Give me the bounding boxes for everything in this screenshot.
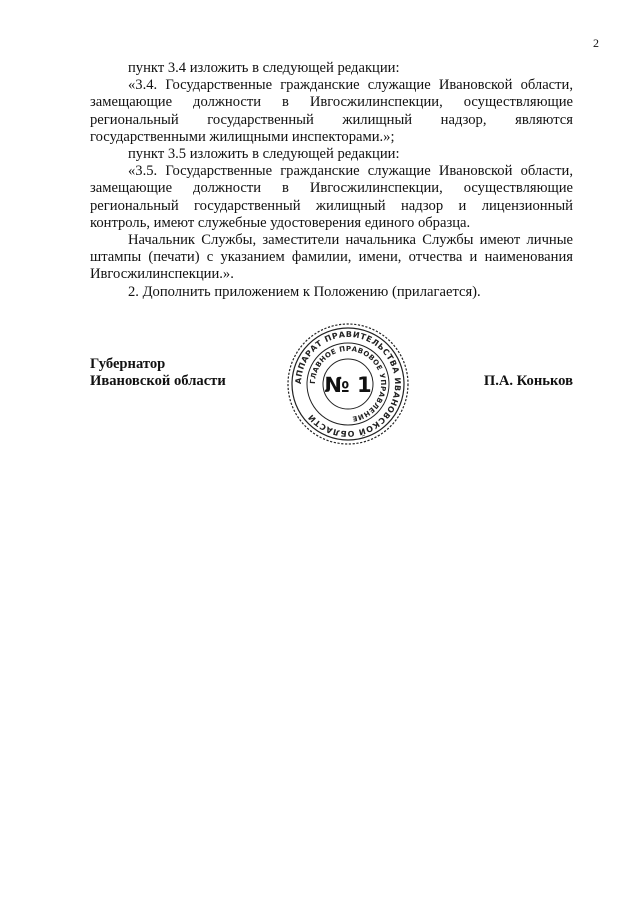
paragraph-quote-3-5: «3.5. Государственные гражданские служащие Ивановской области, замещающие должности в Ивгосжилинспекции, осуществляющие региональный государственный жилищный надзор и лицензионный контроль, имеют служебные удостоверения единого образца.: [90, 163, 573, 231]
stamp-inner-text: ГЛАВНОЕ ПРАВОВОЕ УПРАВЛЕНИЕ: [308, 344, 388, 423]
paragraph-stamps: Начальник Службы, заместители начальника Службы имеют личные штампы (печати) с указанием фамилии, имени, отчества и наименования Ивгосжилинспекции.».: [90, 232, 573, 283]
stamp-outer-text: АППАРАТ ПРАВИТЕЛЬСТВА ИВАНОВСКОЙ ОБЛАСТИ: [293, 329, 403, 439]
paragraph-item-3-5-intro: пункт 3.5 изложить в следующей редакции:: [128, 146, 400, 163]
paragraph-item-3-4-intro: пункт 3.4 изложить в следующей редакции:: [128, 60, 400, 76]
official-stamp: [286, 322, 410, 446]
signatory-name: П.А. Коньков: [483, 373, 573, 389]
page-number: 2: [593, 36, 599, 50]
stamp-number: № 1: [324, 373, 372, 397]
stamp-seal-icon: [286, 322, 410, 446]
signatory-title: [90, 356, 226, 390]
signatory-title-line1: Губернатор: [90, 356, 166, 372]
document-body: [90, 60, 573, 301]
signatory-title-line2: Ивановской области: [90, 373, 226, 390]
paragraph-appendix: 2. Дополнить приложением к Положению (прилагается).: [128, 283, 481, 300]
paragraph-quote-3-4: «3.4. Государственные гражданские служащие Ивановской области, замещающие должности в Ивгосжилинспекции, осуществляющие региональный государственный жилищный надзор, являются государственными жилищными инспекторами.»;: [90, 77, 573, 145]
